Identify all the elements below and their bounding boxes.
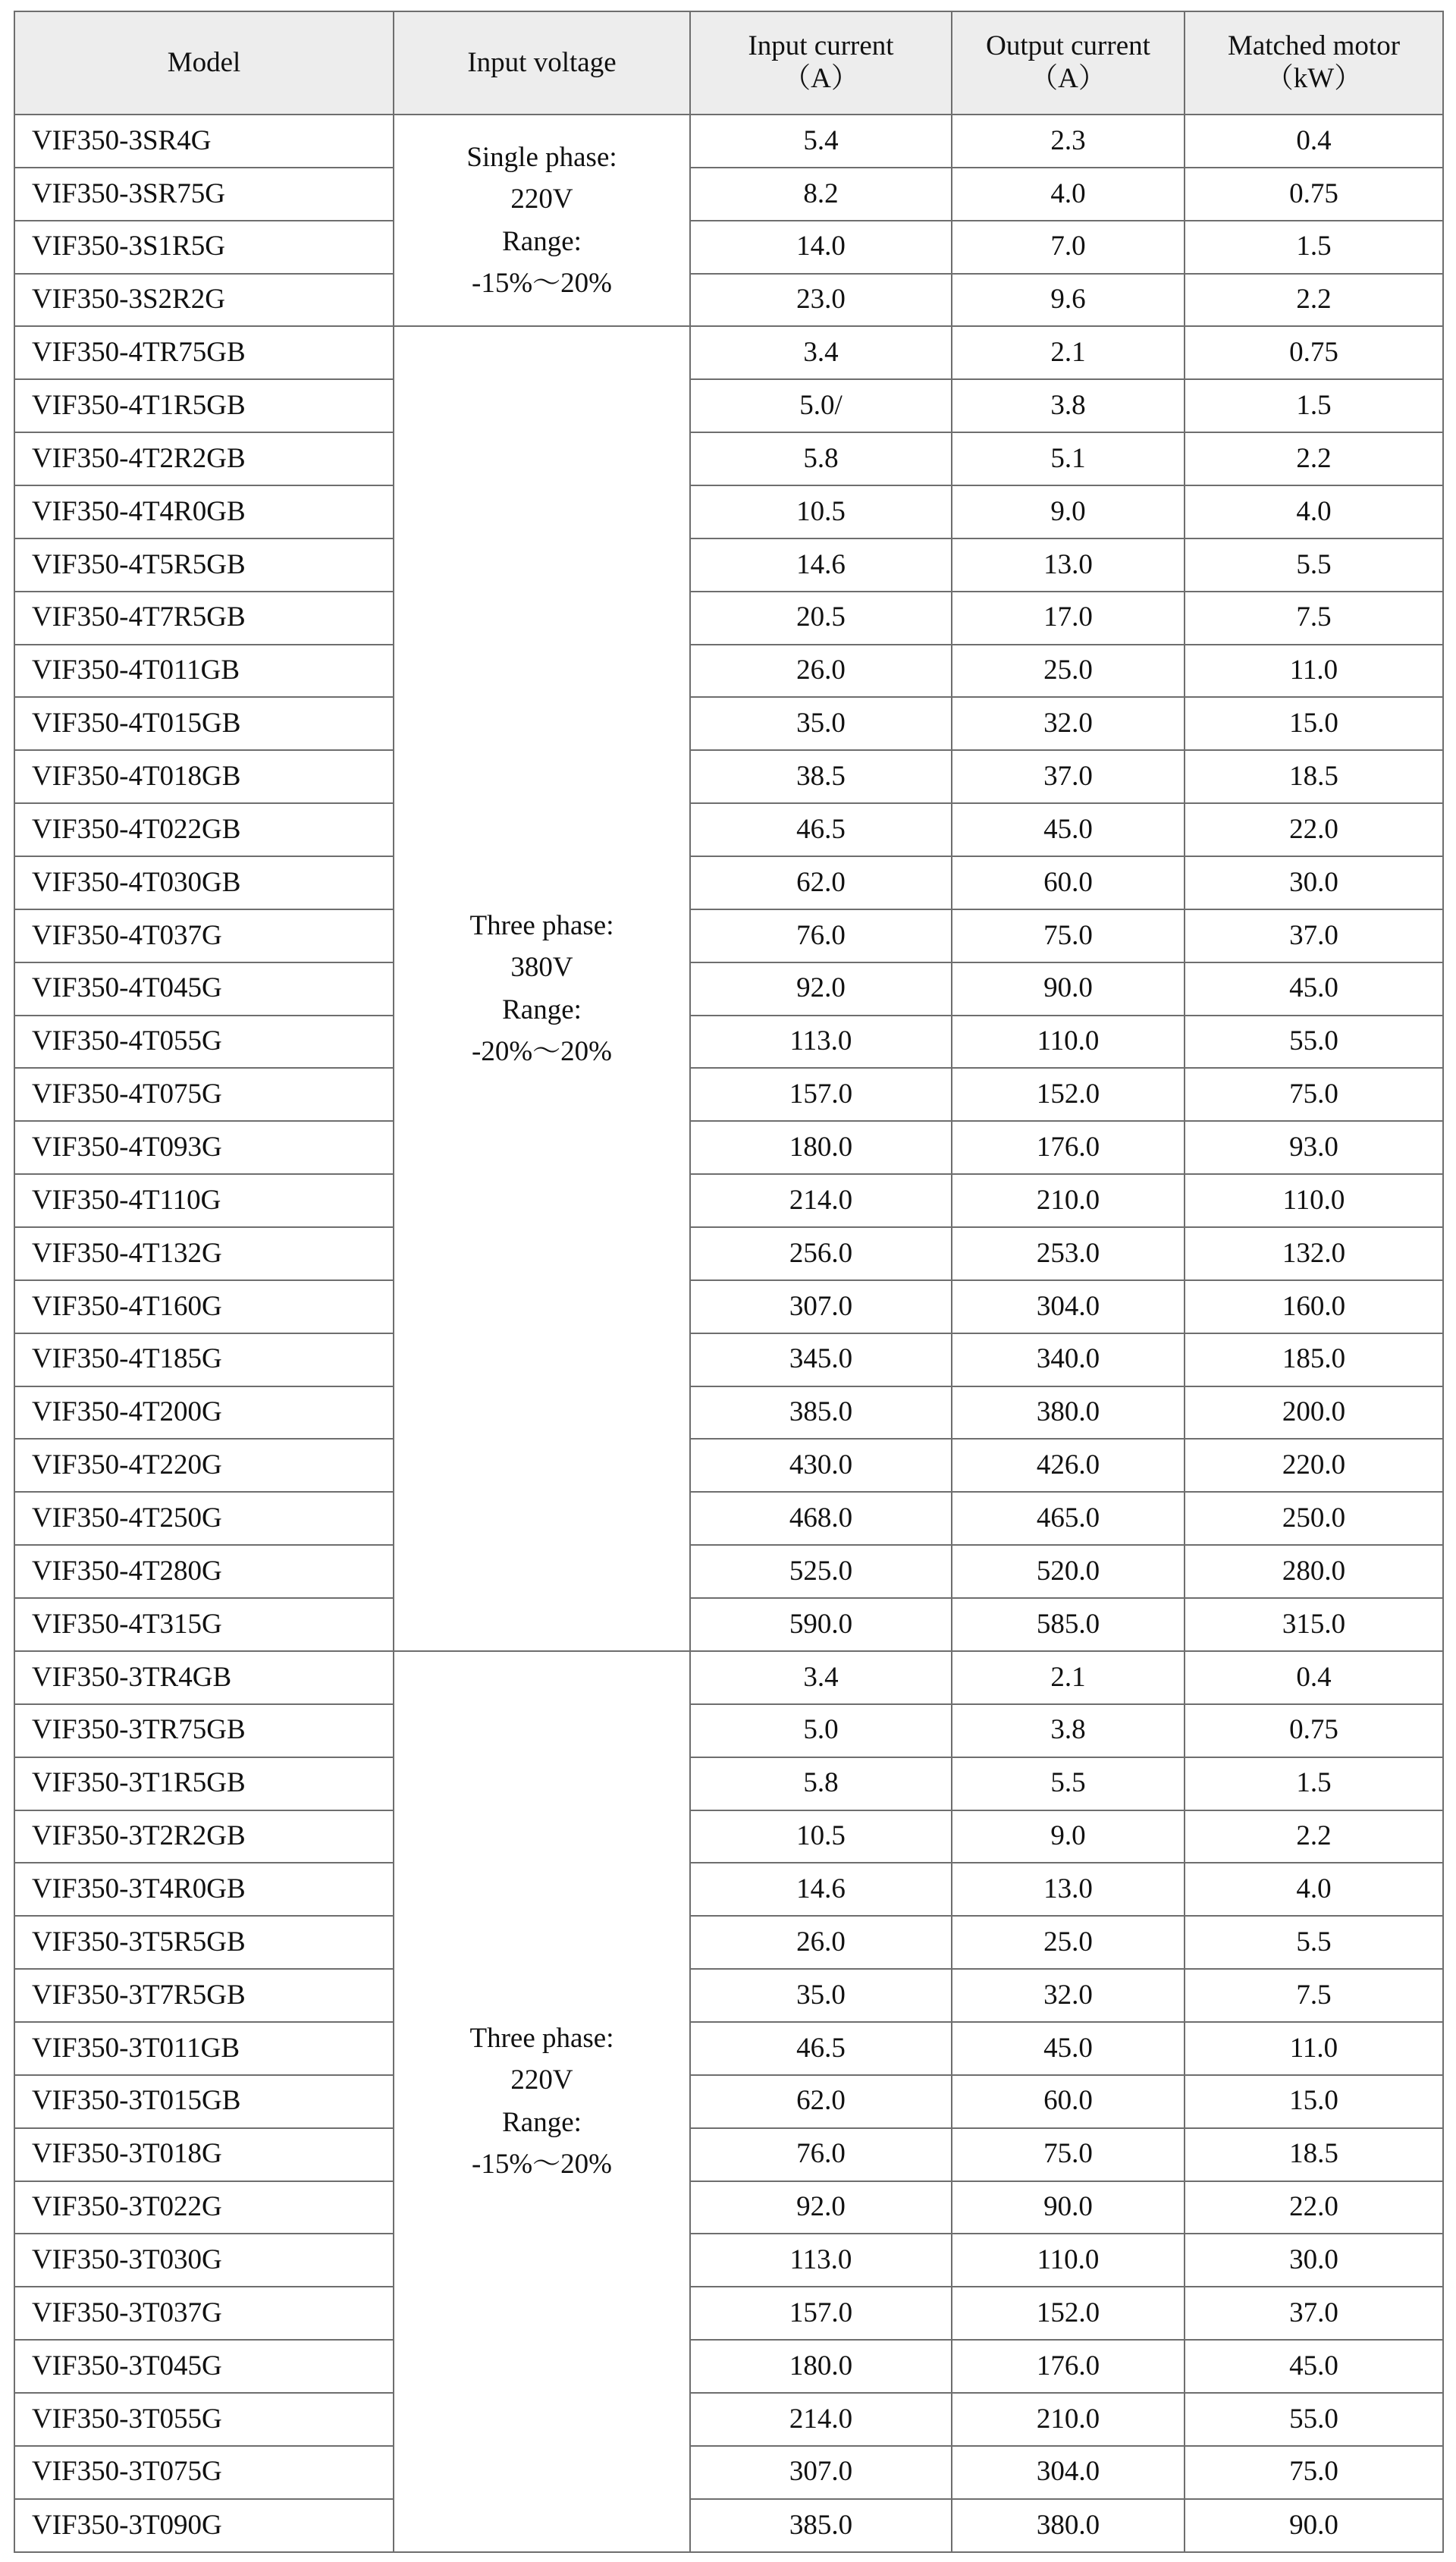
matched-motor-cell: 75.0 bbox=[1185, 1068, 1443, 1121]
input-current-cell: 590.0 bbox=[690, 1598, 952, 1651]
model-cell: VIF350-3SR75G bbox=[14, 168, 394, 221]
table-row bbox=[14, 1704, 1443, 1757]
matched-motor-cell: 11.0 bbox=[1185, 2022, 1443, 2075]
model-cell: VIF350-4T250G bbox=[14, 1492, 394, 1545]
model-cell: VIF350-4T022GB bbox=[14, 803, 394, 856]
input-current-cell: 157.0 bbox=[690, 2287, 952, 2340]
table-row bbox=[14, 1174, 1443, 1227]
output-current-cell: 45.0 bbox=[952, 2022, 1185, 2075]
table-row bbox=[14, 221, 1443, 274]
input-current-cell: 10.5 bbox=[690, 485, 952, 538]
input-current-cell: 76.0 bbox=[690, 909, 952, 962]
header-model bbox=[14, 11, 394, 115]
matched-motor-cell: 55.0 bbox=[1185, 1016, 1443, 1069]
model-cell: VIF350-4T093G bbox=[14, 1121, 394, 1174]
header-output-current-label: Output current bbox=[986, 30, 1150, 62]
model-cell: VIF350-4T018GB bbox=[14, 750, 394, 803]
model-cell: VIF350-3T055G bbox=[14, 2393, 394, 2446]
input-current-cell: 5.4 bbox=[690, 115, 952, 168]
table-row bbox=[14, 2128, 1443, 2181]
output-current-cell: 60.0 bbox=[952, 2075, 1185, 2128]
output-current-cell: 340.0 bbox=[952, 1333, 1185, 1386]
matched-motor-cell: 1.5 bbox=[1185, 1757, 1443, 1810]
input-current-cell: 26.0 bbox=[690, 1916, 952, 1969]
matched-motor-cell: 185.0 bbox=[1185, 1333, 1443, 1386]
matched-motor-cell: 1.5 bbox=[1185, 221, 1443, 274]
table-row bbox=[14, 1969, 1443, 2022]
table-row bbox=[14, 1810, 1443, 1863]
table-row bbox=[14, 2446, 1443, 2499]
matched-motor-cell: 18.5 bbox=[1185, 750, 1443, 803]
output-current-cell: 2.1 bbox=[952, 1651, 1185, 1704]
input-current-cell: 23.0 bbox=[690, 274, 952, 327]
table-row bbox=[14, 274, 1443, 327]
input-current-cell: 385.0 bbox=[690, 1386, 952, 1440]
input-voltage-line: -15%～20% bbox=[472, 2149, 612, 2181]
matched-motor-cell: 0.4 bbox=[1185, 115, 1443, 168]
matched-motor-cell: 15.0 bbox=[1185, 697, 1443, 750]
matched-motor-cell: 30.0 bbox=[1185, 2234, 1443, 2287]
model-cell: VIF350-3SR4G bbox=[14, 115, 394, 168]
model-cell: VIF350-3T1R5GB bbox=[14, 1757, 394, 1810]
table-row bbox=[14, 432, 1443, 485]
input-current-cell: 26.0 bbox=[690, 645, 952, 698]
table-row bbox=[14, 2287, 1443, 2340]
table-row bbox=[14, 326, 1443, 379]
input-current-cell: 46.5 bbox=[690, 2022, 952, 2075]
input-voltage-line: 220V bbox=[510, 2064, 573, 2096]
matched-motor-cell: 5.5 bbox=[1185, 1916, 1443, 1969]
table-row bbox=[14, 2499, 1443, 2552]
matched-motor-cell: 1.5 bbox=[1185, 379, 1443, 432]
matched-motor-cell: 7.5 bbox=[1185, 1969, 1443, 2022]
model-cell: VIF350-3T022G bbox=[14, 2181, 394, 2234]
input-voltage-cell bbox=[394, 326, 690, 1650]
input-current-cell: 5.0 bbox=[690, 1704, 952, 1757]
output-current-cell: 426.0 bbox=[952, 1439, 1185, 1492]
output-current-cell: 3.8 bbox=[952, 379, 1185, 432]
output-current-cell: 90.0 bbox=[952, 2181, 1185, 2234]
table-row bbox=[14, 1916, 1443, 1969]
table-row bbox=[14, 592, 1443, 645]
input-voltage-cell bbox=[394, 115, 690, 326]
input-voltage-line: Single phase: bbox=[466, 141, 617, 173]
header-input-current-label: Input current bbox=[748, 30, 894, 62]
input-current-cell: 5.8 bbox=[690, 1757, 952, 1810]
header-input-current-unit: （A） bbox=[783, 63, 859, 94]
input-current-cell: 38.5 bbox=[690, 750, 952, 803]
matched-motor-cell: 0.4 bbox=[1185, 1651, 1443, 1704]
model-cell: VIF350-3TR75GB bbox=[14, 1704, 394, 1757]
input-current-cell: 5.8 bbox=[690, 432, 952, 485]
matched-motor-cell: 5.5 bbox=[1185, 538, 1443, 592]
header-row bbox=[14, 11, 1443, 115]
output-current-cell: 253.0 bbox=[952, 1227, 1185, 1280]
input-current-cell: 14.6 bbox=[690, 1863, 952, 1916]
model-cell: VIF350-4T280G bbox=[14, 1545, 394, 1598]
input-current-cell: 307.0 bbox=[690, 1280, 952, 1333]
matched-motor-cell: 250.0 bbox=[1185, 1492, 1443, 1545]
header-input-voltage bbox=[394, 11, 690, 115]
input-voltage-line: 220V bbox=[510, 184, 573, 215]
matched-motor-cell: 55.0 bbox=[1185, 2393, 1443, 2446]
model-cell: VIF350-3S1R5G bbox=[14, 221, 394, 274]
matched-motor-cell: 160.0 bbox=[1185, 1280, 1443, 1333]
input-current-cell: 92.0 bbox=[690, 2181, 952, 2234]
header-output-current bbox=[952, 11, 1185, 115]
matched-motor-cell: 11.0 bbox=[1185, 645, 1443, 698]
input-voltage-line: Range: bbox=[502, 994, 582, 1025]
header-matched-motor bbox=[1185, 11, 1443, 115]
output-current-cell: 13.0 bbox=[952, 1863, 1185, 1916]
output-current-cell: 13.0 bbox=[952, 538, 1185, 592]
input-voltage-line: 380V bbox=[510, 952, 573, 984]
model-cell: VIF350-4T160G bbox=[14, 1280, 394, 1333]
output-current-cell: 60.0 bbox=[952, 856, 1185, 909]
matched-motor-cell: 93.0 bbox=[1185, 1121, 1443, 1174]
output-current-cell: 3.8 bbox=[952, 1704, 1185, 1757]
input-current-cell: 5.0/ bbox=[690, 379, 952, 432]
input-current-cell: 3.4 bbox=[690, 326, 952, 379]
output-current-cell: 17.0 bbox=[952, 592, 1185, 645]
output-current-cell: 176.0 bbox=[952, 2340, 1185, 2393]
matched-motor-cell: 200.0 bbox=[1185, 1386, 1443, 1440]
model-cell: VIF350-3T030G bbox=[14, 2234, 394, 2287]
input-current-cell: 468.0 bbox=[690, 1492, 952, 1545]
table-row bbox=[14, 697, 1443, 750]
matched-motor-cell: 22.0 bbox=[1185, 2181, 1443, 2234]
output-current-cell: 75.0 bbox=[952, 2128, 1185, 2181]
output-current-cell: 5.5 bbox=[952, 1757, 1185, 1810]
model-cell: VIF350-4T132G bbox=[14, 1227, 394, 1280]
matched-motor-cell: 45.0 bbox=[1185, 2340, 1443, 2393]
output-current-cell: 9.0 bbox=[952, 485, 1185, 538]
model-cell: VIF350-3TR4GB bbox=[14, 1651, 394, 1704]
table-row bbox=[14, 1333, 1443, 1386]
output-current-cell: 45.0 bbox=[952, 803, 1185, 856]
matched-motor-cell: 280.0 bbox=[1185, 1545, 1443, 1598]
model-cell: VIF350-4T037G bbox=[14, 909, 394, 962]
output-current-cell: 9.6 bbox=[952, 274, 1185, 327]
output-current-cell: 304.0 bbox=[952, 1280, 1185, 1333]
output-current-cell: 2.3 bbox=[952, 115, 1185, 168]
spec-table bbox=[14, 11, 1444, 2553]
matched-motor-cell: 0.75 bbox=[1185, 168, 1443, 221]
matched-motor-cell: 37.0 bbox=[1185, 909, 1443, 962]
output-current-cell: 110.0 bbox=[952, 1016, 1185, 1069]
model-cell: VIF350-4T4R0GB bbox=[14, 485, 394, 538]
output-current-cell: 585.0 bbox=[952, 1598, 1185, 1651]
model-cell: VIF350-4T055G bbox=[14, 1016, 394, 1069]
input-current-cell: 214.0 bbox=[690, 1174, 952, 1227]
table-row bbox=[14, 1280, 1443, 1333]
matched-motor-cell: 75.0 bbox=[1185, 2446, 1443, 2499]
matched-motor-cell: 90.0 bbox=[1185, 2499, 1443, 2552]
model-cell: VIF350-4T2R2GB bbox=[14, 432, 394, 485]
model-cell: VIF350-4T030GB bbox=[14, 856, 394, 909]
table-body bbox=[14, 115, 1443, 2552]
output-current-cell: 110.0 bbox=[952, 2234, 1185, 2287]
table-row bbox=[14, 1227, 1443, 1280]
table-row bbox=[14, 2022, 1443, 2075]
table-row bbox=[14, 645, 1443, 698]
header-output-current-unit: （A） bbox=[1030, 63, 1106, 94]
table-row bbox=[14, 1121, 1443, 1174]
output-current-cell: 176.0 bbox=[952, 1121, 1185, 1174]
output-current-cell: 380.0 bbox=[952, 2499, 1185, 2552]
output-current-cell: 4.0 bbox=[952, 168, 1185, 221]
input-current-cell: 180.0 bbox=[690, 1121, 952, 1174]
output-current-cell: 75.0 bbox=[952, 909, 1185, 962]
matched-motor-cell: 37.0 bbox=[1185, 2287, 1443, 2340]
output-current-cell: 210.0 bbox=[952, 2393, 1185, 2446]
output-current-cell: 37.0 bbox=[952, 750, 1185, 803]
output-current-cell: 152.0 bbox=[952, 1068, 1185, 1121]
model-cell: VIF350-4T110G bbox=[14, 1174, 394, 1227]
input-voltage-line: -20%～20% bbox=[472, 1036, 612, 1068]
model-cell: VIF350-3T090G bbox=[14, 2499, 394, 2552]
table-row bbox=[14, 2181, 1443, 2234]
matched-motor-cell: 2.2 bbox=[1185, 432, 1443, 485]
model-cell: VIF350-3T037G bbox=[14, 2287, 394, 2340]
input-current-cell: 35.0 bbox=[690, 1969, 952, 2022]
model-cell: VIF350-4T315G bbox=[14, 1598, 394, 1651]
input-current-cell: 430.0 bbox=[690, 1439, 952, 1492]
matched-motor-cell: 4.0 bbox=[1185, 1863, 1443, 1916]
model-cell: VIF350-3T011GB bbox=[14, 2022, 394, 2075]
input-current-cell: 35.0 bbox=[690, 697, 952, 750]
input-voltage-line: Three phase: bbox=[469, 909, 614, 941]
input-current-cell: 62.0 bbox=[690, 856, 952, 909]
input-current-cell: 113.0 bbox=[690, 2234, 952, 2287]
table-row bbox=[14, 2075, 1443, 2128]
model-cell: VIF350-4T045G bbox=[14, 962, 394, 1016]
matched-motor-cell: 18.5 bbox=[1185, 2128, 1443, 2181]
table-row bbox=[14, 2340, 1443, 2393]
matched-motor-cell: 110.0 bbox=[1185, 1174, 1443, 1227]
model-cell: VIF350-4T011GB bbox=[14, 645, 394, 698]
input-current-cell: 385.0 bbox=[690, 2499, 952, 2552]
matched-motor-cell: 4.0 bbox=[1185, 485, 1443, 538]
output-current-cell: 304.0 bbox=[952, 2446, 1185, 2499]
model-cell: VIF350-4T220G bbox=[14, 1439, 394, 1492]
table-row bbox=[14, 962, 1443, 1016]
input-voltage-line: Range: bbox=[502, 2106, 582, 2138]
model-cell: VIF350-3T2R2GB bbox=[14, 1810, 394, 1863]
table-row bbox=[14, 1492, 1443, 1545]
table-row bbox=[14, 1068, 1443, 1121]
output-current-cell: 152.0 bbox=[952, 2287, 1185, 2340]
model-cell: VIF350-4T200G bbox=[14, 1386, 394, 1440]
output-current-cell: 25.0 bbox=[952, 645, 1185, 698]
model-cell: VIF350-4T7R5GB bbox=[14, 592, 394, 645]
model-cell: VIF350-3T5R5GB bbox=[14, 1916, 394, 1969]
table-row bbox=[14, 1651, 1443, 1704]
model-cell: VIF350-3T075G bbox=[14, 2446, 394, 2499]
model-cell: VIF350-4T1R5GB bbox=[14, 379, 394, 432]
model-cell: VIF350-4TR75GB bbox=[14, 326, 394, 379]
table-row bbox=[14, 1545, 1443, 1598]
input-voltage-line: Range: bbox=[502, 225, 582, 257]
header-matched-motor-unit: （kW） bbox=[1265, 63, 1363, 94]
header-input-voltage-label: Input voltage bbox=[467, 46, 617, 78]
table-row bbox=[14, 2234, 1443, 2287]
table-row bbox=[14, 379, 1443, 432]
output-current-cell: 520.0 bbox=[952, 1545, 1185, 1598]
output-current-cell: 380.0 bbox=[952, 1386, 1185, 1440]
table-row bbox=[14, 750, 1443, 803]
model-cell: VIF350-3T015GB bbox=[14, 2075, 394, 2128]
table-row bbox=[14, 1439, 1443, 1492]
input-current-cell: 14.6 bbox=[690, 538, 952, 592]
output-current-cell: 210.0 bbox=[952, 1174, 1185, 1227]
header-input-current bbox=[690, 11, 952, 115]
output-current-cell: 9.0 bbox=[952, 1810, 1185, 1863]
model-cell: VIF350-3T4R0GB bbox=[14, 1863, 394, 1916]
table-row bbox=[14, 1757, 1443, 1810]
input-current-cell: 157.0 bbox=[690, 1068, 952, 1121]
model-cell: VIF350-3T045G bbox=[14, 2340, 394, 2393]
model-cell: VIF350-4T075G bbox=[14, 1068, 394, 1121]
matched-motor-cell: 30.0 bbox=[1185, 856, 1443, 909]
table-row bbox=[14, 856, 1443, 909]
matched-motor-cell: 2.2 bbox=[1185, 1810, 1443, 1863]
input-current-cell: 10.5 bbox=[690, 1810, 952, 1863]
table-row bbox=[14, 1598, 1443, 1651]
output-current-cell: 465.0 bbox=[952, 1492, 1185, 1545]
input-current-cell: 62.0 bbox=[690, 2075, 952, 2128]
matched-motor-cell: 220.0 bbox=[1185, 1439, 1443, 1492]
input-current-cell: 92.0 bbox=[690, 962, 952, 1016]
table-row bbox=[14, 115, 1443, 168]
input-current-cell: 3.4 bbox=[690, 1651, 952, 1704]
output-current-cell: 25.0 bbox=[952, 1916, 1185, 1969]
table-row bbox=[14, 909, 1443, 962]
input-current-cell: 14.0 bbox=[690, 221, 952, 274]
input-voltage-line: -15%～20% bbox=[472, 268, 612, 300]
input-current-cell: 307.0 bbox=[690, 2446, 952, 2499]
model-cell: VIF350-4T5R5GB bbox=[14, 538, 394, 592]
input-current-cell: 76.0 bbox=[690, 2128, 952, 2181]
table-row bbox=[14, 2393, 1443, 2446]
input-voltage-cell bbox=[394, 1651, 690, 2552]
matched-motor-cell: 22.0 bbox=[1185, 803, 1443, 856]
table-row bbox=[14, 168, 1443, 221]
output-current-cell: 32.0 bbox=[952, 1969, 1185, 2022]
input-current-cell: 256.0 bbox=[690, 1227, 952, 1280]
model-cell: VIF350-3T018G bbox=[14, 2128, 394, 2181]
input-current-cell: 214.0 bbox=[690, 2393, 952, 2446]
output-current-cell: 5.1 bbox=[952, 432, 1185, 485]
output-current-cell: 7.0 bbox=[952, 221, 1185, 274]
matched-motor-cell: 0.75 bbox=[1185, 1704, 1443, 1757]
input-voltage-line: Three phase: bbox=[469, 2022, 614, 2054]
header-model-label: Model bbox=[167, 46, 241, 78]
input-current-cell: 113.0 bbox=[690, 1016, 952, 1069]
matched-motor-cell: 45.0 bbox=[1185, 962, 1443, 1016]
input-current-cell: 8.2 bbox=[690, 168, 952, 221]
model-cell: VIF350-4T015GB bbox=[14, 697, 394, 750]
input-current-cell: 180.0 bbox=[690, 2340, 952, 2393]
matched-motor-cell: 132.0 bbox=[1185, 1227, 1443, 1280]
input-current-cell: 525.0 bbox=[690, 1545, 952, 1598]
matched-motor-cell: 7.5 bbox=[1185, 592, 1443, 645]
output-current-cell: 2.1 bbox=[952, 326, 1185, 379]
input-current-cell: 345.0 bbox=[690, 1333, 952, 1386]
model-cell: VIF350-3S2R2G bbox=[14, 274, 394, 327]
matched-motor-cell: 315.0 bbox=[1185, 1598, 1443, 1651]
matched-motor-cell: 0.75 bbox=[1185, 326, 1443, 379]
table-row bbox=[14, 1386, 1443, 1440]
input-current-cell: 46.5 bbox=[690, 803, 952, 856]
matched-motor-cell: 15.0 bbox=[1185, 2075, 1443, 2128]
matched-motor-cell: 2.2 bbox=[1185, 274, 1443, 327]
table-row bbox=[14, 538, 1443, 592]
table-row bbox=[14, 485, 1443, 538]
model-cell: VIF350-4T185G bbox=[14, 1333, 394, 1386]
input-current-cell: 20.5 bbox=[690, 592, 952, 645]
output-current-cell: 32.0 bbox=[952, 697, 1185, 750]
table-row bbox=[14, 1863, 1443, 1916]
output-current-cell: 90.0 bbox=[952, 962, 1185, 1016]
table-row bbox=[14, 803, 1443, 856]
table-row bbox=[14, 1016, 1443, 1069]
header-matched-motor-label: Matched motor bbox=[1227, 30, 1401, 62]
model-cell: VIF350-3T7R5GB bbox=[14, 1969, 394, 2022]
